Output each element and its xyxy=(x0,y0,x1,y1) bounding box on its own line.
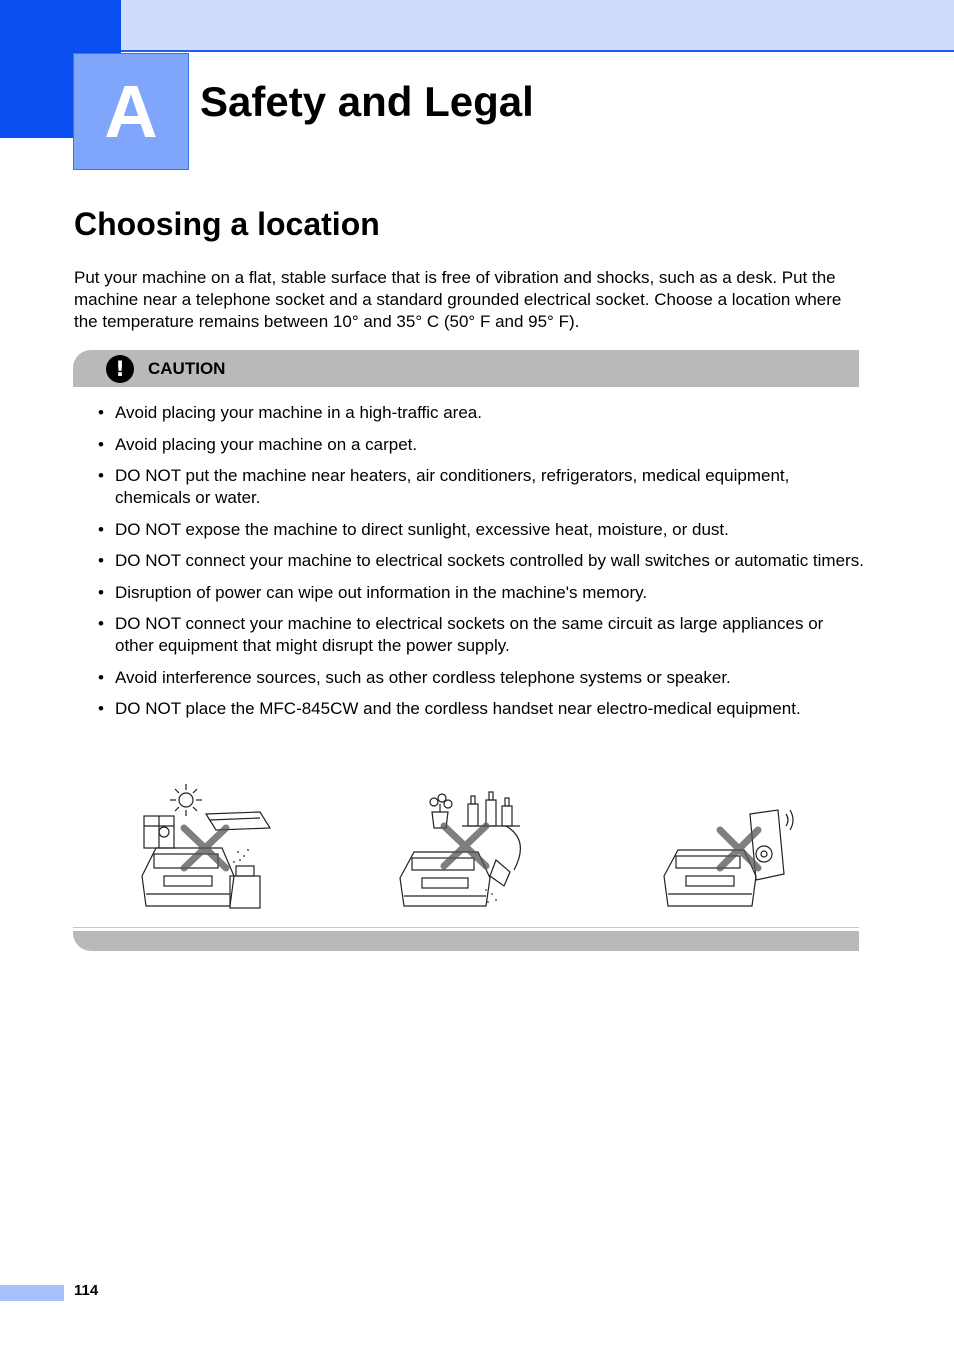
list-item-text: Disruption of power can wipe out information in the machine's memory. xyxy=(115,582,648,602)
list-item xyxy=(96,402,866,424)
caution-divider xyxy=(73,927,859,928)
caution-header xyxy=(73,350,859,387)
bullet-glyph: • xyxy=(98,582,104,602)
caution-list xyxy=(96,402,866,730)
bullet-glyph: • xyxy=(98,699,104,718)
list-item-text: DO NOT connect your machine to electrical sockets controlled by wall switches or automatic timers. xyxy=(115,551,864,570)
list-item-text: DO NOT connect your machine to electrical sockets on the same circuit as large appliances or other equipment that might disrupt the power supply. xyxy=(115,614,824,655)
list-item xyxy=(96,465,866,509)
list-item-text: DO NOT place the MFC-845CW and the cordless handset near electro-medical equipment. xyxy=(115,699,801,718)
intro-paragraph: Put your machine on a flat, stable surface that is free of vibration and shocks, such as a desk. Put the machine near a telephone socket and a standard grounded electrical socket. Choose a location where the temperature remains between 10° and 35° C (50° F and 95° F). xyxy=(74,268,842,331)
page-number-tab xyxy=(0,1285,64,1301)
list-item xyxy=(96,550,866,572)
bullet-glyph: • xyxy=(98,466,104,485)
list-item xyxy=(96,698,866,720)
section-title: Choosing a location xyxy=(74,206,380,242)
bullet-glyph: • xyxy=(98,667,104,687)
chapter-letter: A xyxy=(104,69,158,153)
bullet-glyph: • xyxy=(98,403,104,422)
bullet-glyph: • xyxy=(98,551,104,570)
bullet-glyph: • xyxy=(98,614,104,633)
list-item-text: DO NOT expose the machine to direct sunlight, excessive heat, moisture, or dust. xyxy=(115,519,729,539)
list-item-text: Avoid placing your machine in a high-traffic area. xyxy=(115,403,482,422)
chapter-title: Safety and Legal xyxy=(200,78,534,125)
caution-footer xyxy=(73,931,859,951)
exclamation-icon: ! xyxy=(106,355,134,383)
list-item-text: Avoid interference sources, such as other cordless telephone systems or speaker. xyxy=(115,667,731,687)
caution-label: CAUTION xyxy=(148,358,226,378)
header-band xyxy=(0,0,954,52)
list-item-text: DO NOT put the machine near heaters, air conditioners, refrigerators, medical equipment, chemicals or water. xyxy=(115,466,790,507)
page-number: 114 xyxy=(74,1282,99,1299)
bullet-glyph: • xyxy=(98,434,104,454)
chapter-badge xyxy=(73,53,189,170)
bullet-glyph: • xyxy=(98,519,104,539)
machine-near-speaker-illustration xyxy=(660,806,794,914)
machine-near-water-illustration xyxy=(396,790,536,914)
list-item-text: Avoid placing your machine on a carpet. xyxy=(115,434,418,454)
list-item xyxy=(96,613,866,657)
list-item xyxy=(96,582,866,604)
list-item xyxy=(96,519,866,541)
machine-near-heat-illustration xyxy=(134,776,274,914)
list-item xyxy=(96,667,866,689)
list-item xyxy=(96,434,866,456)
